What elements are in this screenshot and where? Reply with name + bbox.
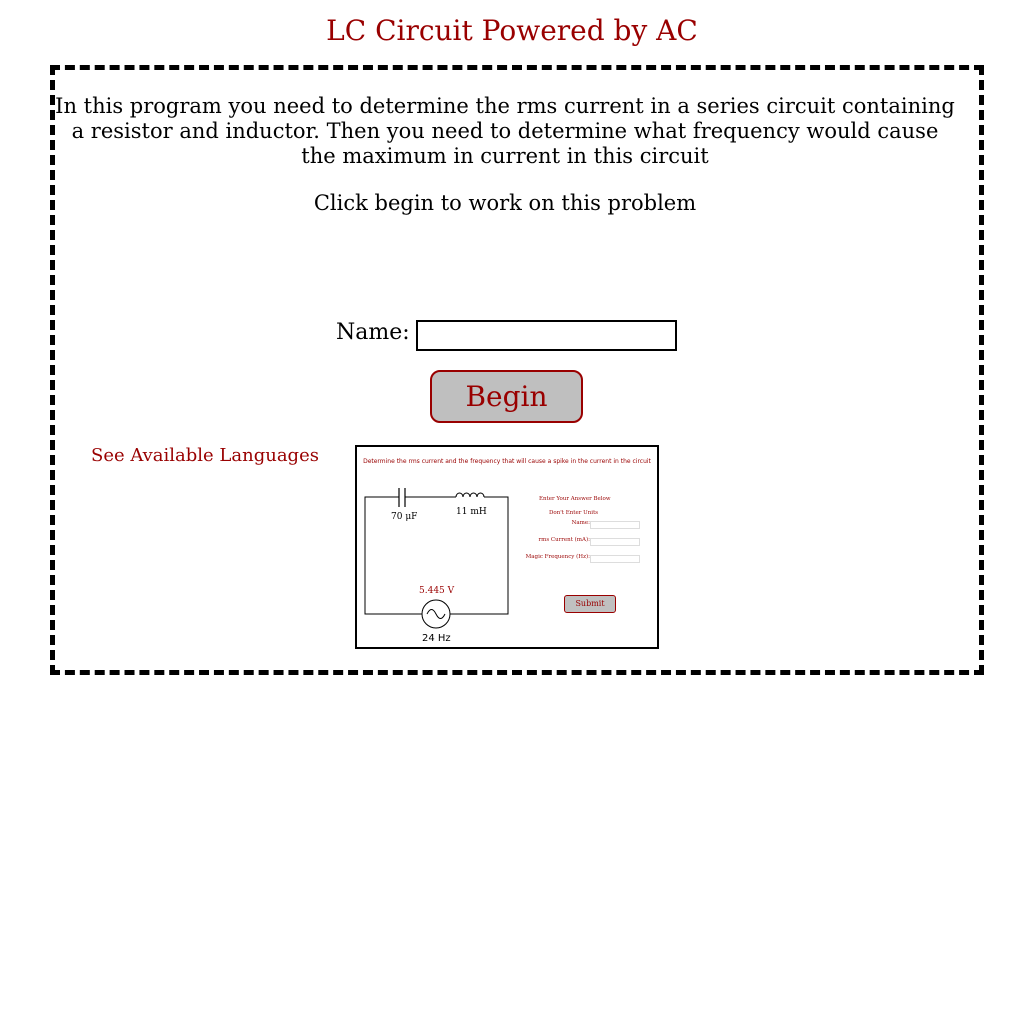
name-input[interactable] (416, 320, 677, 351)
preview-name-field (590, 521, 640, 529)
preview-rms-label: rms Current (mA): (538, 537, 590, 543)
preview-title: Determine the rms current and the frequency that will cause a spike in the current in the circuit (363, 458, 651, 465)
preview-name-label: Name: (571, 520, 590, 526)
capacitance-label: 70 μF (391, 512, 418, 522)
preview-magic-field (590, 555, 640, 563)
circuit-diagram (357, 447, 657, 647)
inductance-label: 11 mH (456, 507, 487, 517)
available-languages-link[interactable]: See Available Languages (91, 445, 319, 466)
instruction-text: Click begin to work on this problem (313, 191, 697, 215)
begin-button[interactable]: Begin (430, 370, 583, 423)
preview-magic-label: Magic Frequency (Hz): (525, 554, 590, 560)
voltage-label: 5.445 V (419, 586, 455, 596)
page-title: LC Circuit Powered by AC (326, 14, 698, 47)
frequency-label: 24 Hz (422, 633, 451, 644)
preview-rms-field (590, 538, 640, 546)
no-units-text: Don't Enter Units (549, 510, 599, 516)
enter-answer-text: Enter Your Answer Below (539, 496, 611, 502)
name-label: Name: (336, 320, 410, 345)
preview-submit-button: Submit (564, 595, 616, 613)
inductor-coil (456, 493, 484, 497)
problem-preview-image (355, 445, 659, 649)
intro-text: In this program you need to determine the rms current in a series circuit containing a resistor and inductor. Then you need to determine what frequency would cause the maximum in current in this circuit (55, 94, 955, 168)
